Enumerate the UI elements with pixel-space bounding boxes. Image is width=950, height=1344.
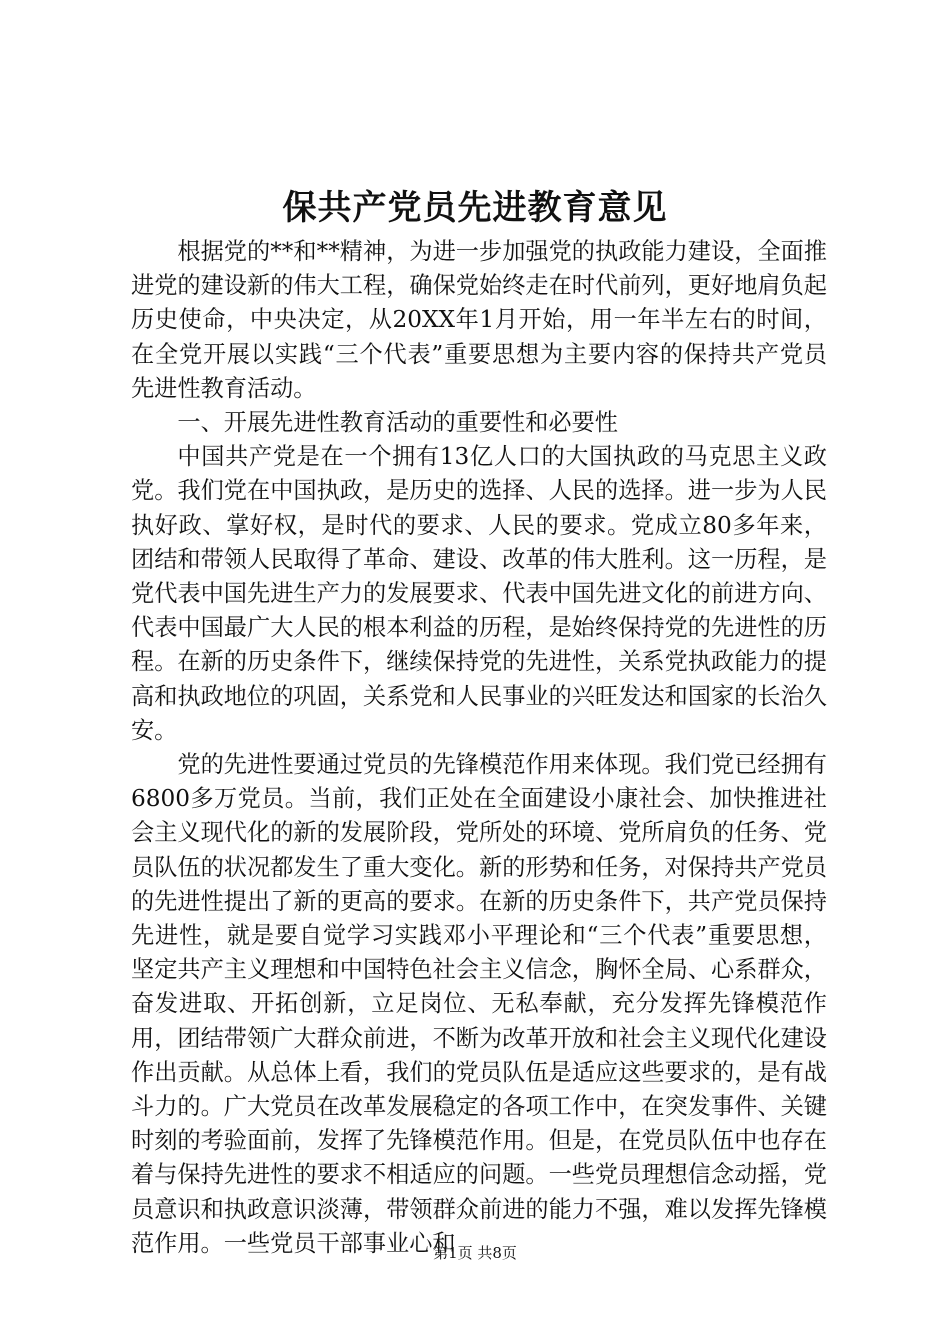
paragraph-party-history: 中国共产党是在一个拥有13亿人口的大国执政的马克思主义政党。我们党在中国执政，是历史的选择、人民的选择。进一步为人民执好政、掌好权，是时代的要求、人民的要求。党成立80多年来，团结和带领人民取得了革命、建设、改革的伟大胜利。这一历程，是党代表中国先进生产力的发展要求、代表中国先进文化的前进方向、代表中国最广大人民的根本利益的历程，是始终保持党的先进性的历程。在新的历史条件下，继续保持党的先进性，关系党执政能力的提高和执政地位的巩固，关系党和人民事业的兴旺发达和国家的长治久安。 [131, 443, 827, 744]
document-body [131, 235, 827, 1261]
section-heading-1: 一、开展先进性教育活动的重要性和必要性 [177, 409, 618, 437]
paragraph-intro: 根据党的**和**精神，为进一步加强党的执政能力建设，全面推进党的建设新的伟大工程，确保党始终走在时代前列，更好地肩负起历史使命，中央决定，从20XX年1月开始，用一年半左右的时间，在全党开展以实践“三个代表”重要思想为主要内容的保持共产党员先进性教育活动。 [131, 238, 827, 402]
document-title: 保共产党员先进教育意见 [282, 188, 668, 228]
page-footer: 第1页 共8页 [433, 1244, 517, 1262]
paragraph-member-advancement: 党的先进性要通过党员的先锋模范作用来体现。我们党已经拥有6800多万党员。当前，我们正处在全面建设小康社会、加快推进社会主义现代化的新的发展阶段，党所处的环境、党所肩负的任务、党员队伍的状况都发生了重大变化。新的形势和任务，对保持共产党员的先进性提出了新的更高的要求。在新的历史条件下，共产党员保持先进性，就是要自觉学习实践邓小平理论和“三个代表”重要思想，坚定共产主义理想和中国特色社会主义信念，胸怀全局、心系群众，奋发进取、开拓创新，立足岗位、无私奉献，充分发挥先锋模范作用，团结带领广大群众前进，不断为改革开放和社会主义现代化建设作出贡献。从总体上看，我们的党员队伍是适应这些要求的，是有战斗力的。广大党员在改革发展稳定的各项工作中，在突发事件、关键时刻的考验面前，发挥了先锋模范作用。但是，在党员队伍中也存在着与保持先进性的要求不相适应的问题。一些党员理想信念动摇，党员意识和执政意识淡薄，带领群众前进的能力不强，难以发挥先锋模范作用。一些党员干部事业心和 [131, 751, 827, 1257]
